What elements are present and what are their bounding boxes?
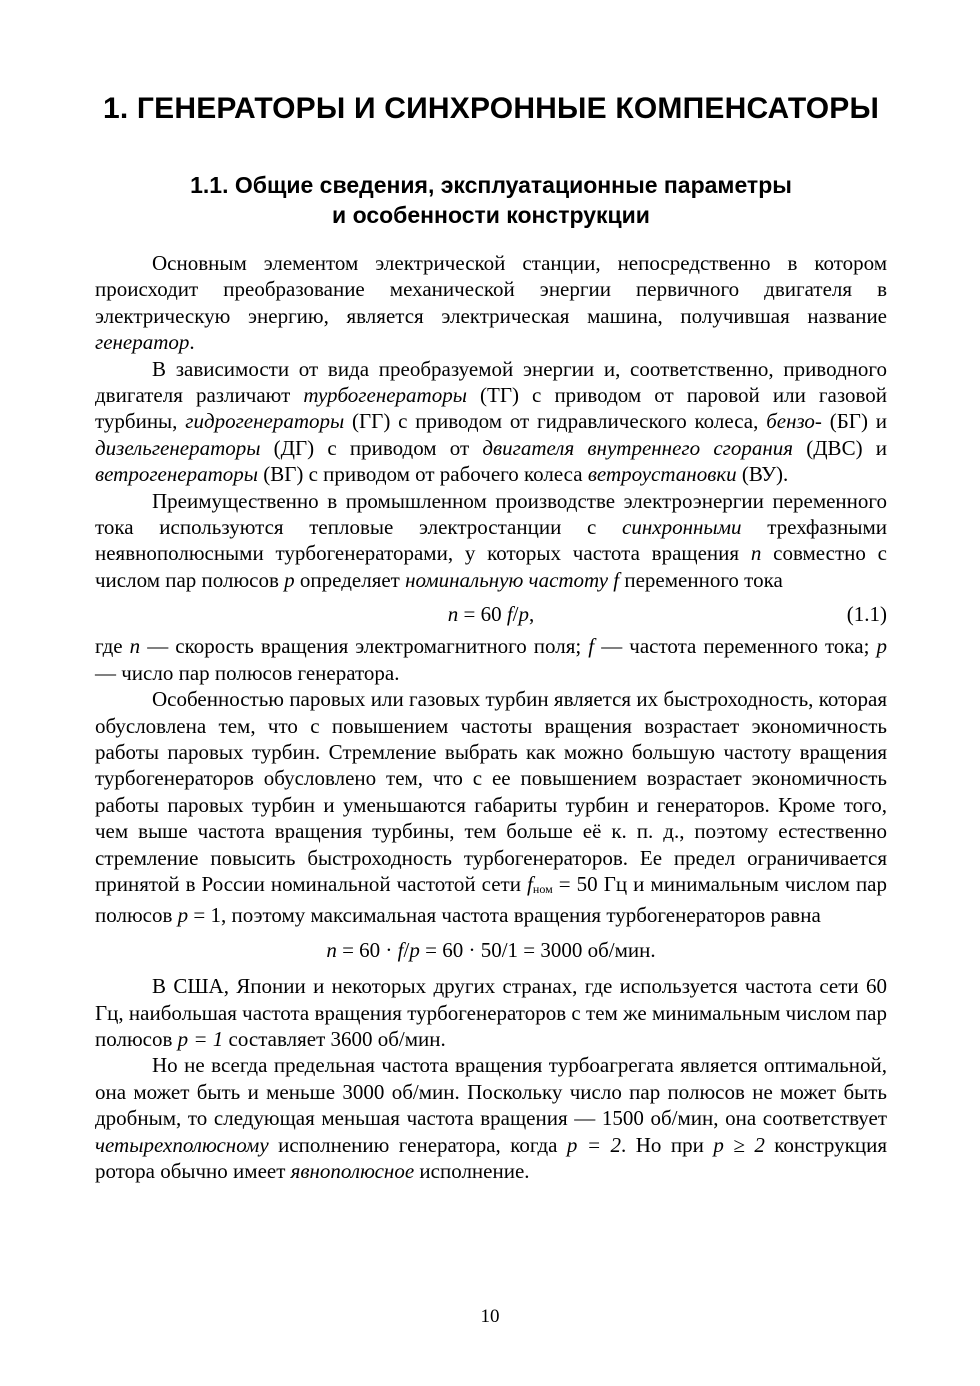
page-number: 10 [480,1306,500,1327]
equation-number: (1.1) [846,602,887,627]
paragraph-3: Преимущественно в промышленном производстве электроэнергии переменного тока используются тепловые электростанции с синхронными трехфазными неявнополюсными турбогенераторами, у которых частота вращения n совместно с числом пар полюсов p определяет номинальную частоту f переменного тока [95,488,888,592]
paragraph-2: В зависимости от вида преобразуемой энергии и, соответственно, приводного двигателя различают турбогенераторы (ТГ) с приводом от паровой или газовой турбины, гидрогенераторы (ГГ) с приводом от гидравлического колеса, бензо- (БГ) и дизельгенераторы (ДГ) с приводом от двигателя внутреннего сгорания (ДВС) и ветрогенераторы (ВГ) с приводом от рабочего колеса ветроустановки (ВУ). [95,356,888,487]
section-title-line1: 1.1. Общие сведения, эксплуатационные параметры [190,172,792,198]
paragraph-1: Основным элементом электрической станции, непосредственно в котором происходит преобразование механической энергии первичного двигателя в электрическую энергию, является электрическая машина, получившая название генератор. [95,251,887,355]
paragraph-6: В США, Японии и некоторых других странах, где используется частота сети 60 Гц, наибольшая частота вращения турбогенераторов с тем же минимальным числом пар полюсов p = 1 составляет 3600 об/мин. [95,974,887,1051]
formula-expression: n = 60 f/p, [447,602,535,627]
formula-2: n = 60 · f/p = 60 · 50/1 = 3000 об/мин. [326,937,656,962]
chapter-title: 1. ГЕНЕРАТОРЫ И СИНХРОННЫЕ КОМПЕНСАТОРЫ [102,92,880,125]
section-title-line2: и особенности конструкции [332,202,650,228]
body-text [95,250,887,1184]
formula-1-1 [95,601,887,627]
paragraph-5: Особенностью паровых или газовых турбин является их быстроходность, которая обусловлена тем, что с повышением частоты вращения возрастает экономичность работы паровых турбин. Стремление выбрать как можно большую частоту вращения турбогенераторов обусловлено тем, что с ее повышением возрастает экономичность работы паровых турбин и уменьшаются габариты турбин и генераторов. Кроме того, чем выше частота вращения турбины, тем больше её к. п. д., поэтому естественно стремление повысить быстроходность турбогенераторов. Ее предел ограничивается принятой в России номинальной частотой сети $f_{ном} = 50$ Гц и минимальным числом пар полюсов p = 1, поэтому максимальная частота вращения турбогенераторов равна [95,687,887,928]
section-title [95,170,887,230]
paragraph-4: где n — скорость вращения электромагнитного поля; f — частота переменного тока; p — число пар полюсов генератора. [95,634,888,685]
paragraph-7: Но не всегда предельная частота вращения турбоагрегата является оптимальной, она может быть и меньше 3000 об/мин. Поскольку число пар полюсов не может быть дробным, то следующая меньшая частота вращения — 1500 об/мин, она соответствует четырехполюсному исполнению генератора, когда p = 2. Но при p ≥ 2 конструкция ротора обычно имеет явнополюсное исполнение. [95,1053,887,1183]
